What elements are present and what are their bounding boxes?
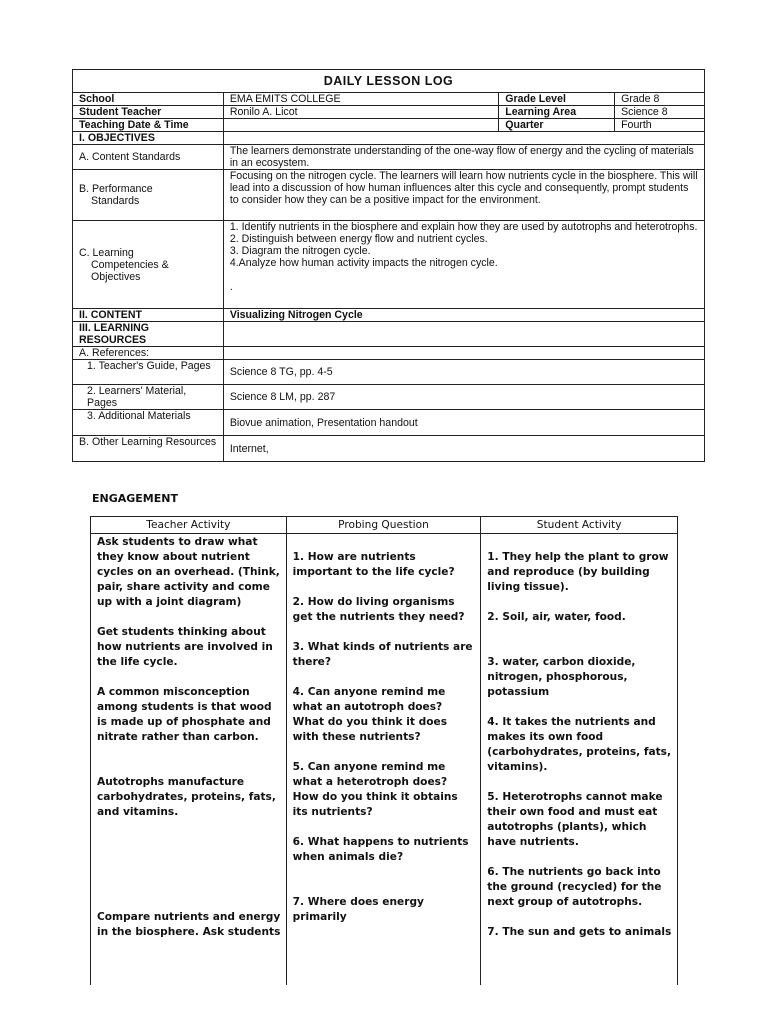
engagement-table	[90, 516, 678, 985]
teacher-step: Autotrophs manufacture carbohydrates, proteins, fats, and vitamins.	[97, 776, 276, 818]
references-value	[223, 347, 704, 360]
school-label: School	[73, 93, 224, 106]
perf-label-line2: Standards	[91, 195, 140, 207]
teacher-activity-cell	[91, 534, 287, 986]
quarter-value: Fourth	[615, 119, 705, 132]
content-standards-value: The learners demonstrate understanding of the one-way flow of energy and the cycling of materials in an ecosystem.	[223, 145, 704, 170]
resources-label: III. LEARNING RESOURCES	[73, 322, 224, 347]
additional-materials-label: 3. Additional Materials	[73, 410, 224, 436]
performance-standards-value: Focusing on the nitrogen cycle. The learners will learn how nutrients cycle in the biosphere. This will lead into a discussion of how human influences alter this cycle and consequently, prompt students to consider how they can be a positive impact for the environment.	[223, 170, 704, 221]
probing-question: 5. Can anyone remind me what a heterotroph does? How do you think it obtains its nutrients?	[292, 761, 458, 818]
grade-value: Grade 8	[615, 93, 705, 106]
content-label: II. CONTENT	[73, 309, 224, 322]
student-answer: 4. It takes the nutrients and makes its own food (carbohydrates, proteins, fats, vitamins).	[487, 716, 671, 773]
student-answer: 6. The nutrients go back into the ground (recycled) for the next group of autotrophs.	[487, 866, 662, 908]
log-title: DAILY LESSON LOG	[73, 70, 705, 93]
student-answer: 7. The sun and gets to animals	[487, 926, 672, 938]
probing-question: 7. Where does energy primarily	[292, 896, 424, 923]
comp-label-line3: Objectives	[91, 270, 141, 283]
area-label: Learning Area	[499, 106, 615, 119]
objectives-value	[223, 132, 704, 145]
tg-label: 1. Teacher's Guide, Pages	[73, 360, 224, 385]
competency-item: 4.Analyze how human activity impacts the nitrogen cycle.	[229, 257, 498, 269]
comp-label-line1: C. Learning	[79, 246, 134, 259]
tg-value: Science 8 TG, pp. 4-5	[223, 360, 704, 385]
student-answer: 3. water, carbon dioxide, nitrogen, phosphorous, potassium	[487, 656, 636, 698]
header-probing-question: Probing Question	[286, 517, 481, 534]
date-label: Teaching Date & Time	[73, 119, 224, 132]
probing-question: 6. What happens to nutrients when animals die?	[292, 836, 469, 863]
student-activity-cell	[481, 534, 678, 986]
probing-question: 3. What kinds of nutrients are there?	[292, 641, 473, 668]
area-value: Science 8	[615, 106, 705, 119]
student-answer: 5. Heterotrophs cannot make their own food and must eat autotrophs (plants), which have nutrients.	[487, 791, 663, 848]
competency-item: 1. Identify nutrients in the biosphere and explain how they are used by autotrophs and heterotrophs.	[229, 221, 698, 233]
teacher-value: Ronilo A. Licot	[223, 106, 498, 119]
quarter-label: Quarter	[499, 119, 615, 132]
daily-lesson-log-table	[72, 69, 705, 462]
references-label: A. References:	[73, 347, 224, 360]
probing-question: 2. How do living organisms get the nutrients they need?	[292, 596, 465, 623]
additional-materials-value: Biovue animation, Presentation handout	[223, 410, 704, 436]
teacher-step: A common misconception among students is that wood is made up of phosphate and nitrate rather than carbon.	[97, 686, 272, 743]
content-value: Visualizing Nitrogen Cycle	[223, 309, 704, 322]
other-resources-value: Internet,	[223, 436, 704, 462]
teacher-step: Compare nutrients and energy in the biosphere. Ask students	[97, 911, 281, 938]
perf-label-line1: B. Performance	[79, 183, 153, 195]
resources-value	[223, 322, 704, 347]
header-student-activity: Student Activity	[481, 517, 678, 534]
lm-value: Science 8 LM, pp. 287	[223, 385, 704, 410]
student-answer: 2. Soil, air, water, food.	[487, 611, 626, 623]
competencies-label	[73, 221, 224, 309]
competency-item: 3. Diagram the nitrogen cycle.	[229, 245, 371, 257]
probing-question: 1. How are nutrients important to the life cycle?	[292, 551, 455, 578]
header-teacher-activity: Teacher Activity	[91, 517, 287, 534]
content-standards-label: A. Content Standards	[73, 145, 224, 170]
other-resources-label: B. Other Learning Resources	[73, 436, 224, 462]
comp-label-line2: Competencies &	[91, 258, 169, 271]
objectives-label: I. OBJECTIVES	[73, 132, 224, 145]
student-answer: 1. They help the plant to grow and reproduce (by building living tissue).	[487, 551, 669, 593]
competencies-value	[223, 221, 704, 309]
grade-label: Grade Level	[499, 93, 615, 106]
probing-question-cell	[286, 534, 481, 986]
teacher-step: Ask students to draw what they know about nutrient cycles on an overhead. (Think, pair, share activity and come up with a joint diagram)	[97, 536, 280, 608]
probing-question: 4. Can anyone remind me what an autotroph does? What do you think it does with these nutrients?	[292, 686, 448, 743]
teacher-step: Get students thinking about how nutrients are involved in the life cycle.	[97, 626, 273, 668]
engagement-heading: ENGAGEMENT	[92, 492, 178, 505]
date-value	[223, 119, 498, 132]
competency-item: 2. Distinguish between energy flow and nutrient cycles.	[229, 233, 488, 245]
performance-standards-label	[73, 170, 224, 221]
competency-item: .	[229, 281, 233, 293]
teacher-label: Student Teacher	[73, 106, 224, 119]
school-value: EMA EMITS COLLEGE	[223, 93, 498, 106]
lm-label: 2. Learners' Material, Pages	[73, 385, 224, 410]
